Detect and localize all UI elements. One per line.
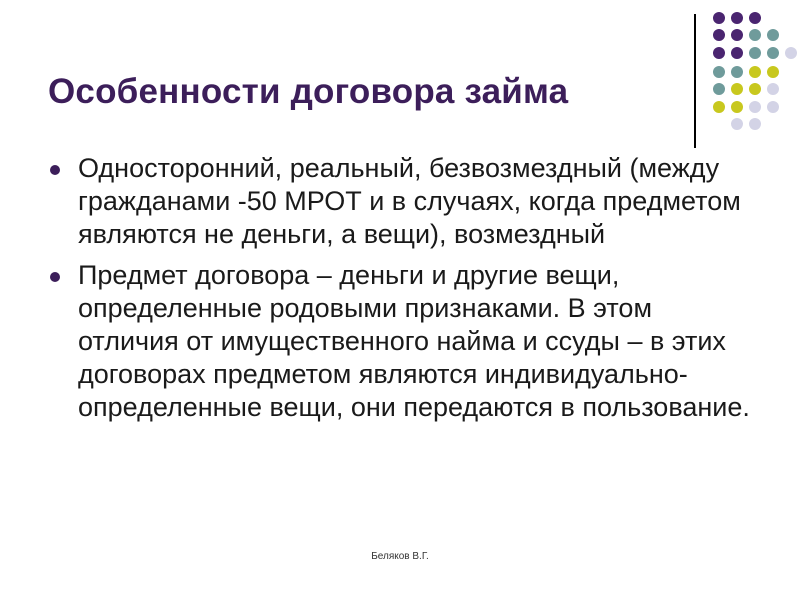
bullet-item [50, 259, 750, 424]
bullet-marker-icon [50, 272, 60, 282]
bullet-text: Односторонний, реальный, безвозмездный (между гражданами -50 МРОТ и в случаях, когда предметом являются не деньги, а вещи), возмездный [78, 153, 741, 249]
bullet-text: Предмет договора – деньги и другие вещи, определенные родовыми признаками. В этом отличия от имущественного найма и ссуды – в этих договорах предметом являются индивидуально-определенные вещи, они передаются в пользование. [78, 260, 750, 422]
slide-footer: Беляков В.Г. [371, 551, 429, 562]
slide-title: Особенности договора займа [48, 72, 569, 111]
decor-dot-grid [0, 0, 800, 150]
bullet-marker-icon [50, 165, 60, 175]
bullet-item [50, 152, 750, 251]
bullet-list [50, 152, 750, 432]
